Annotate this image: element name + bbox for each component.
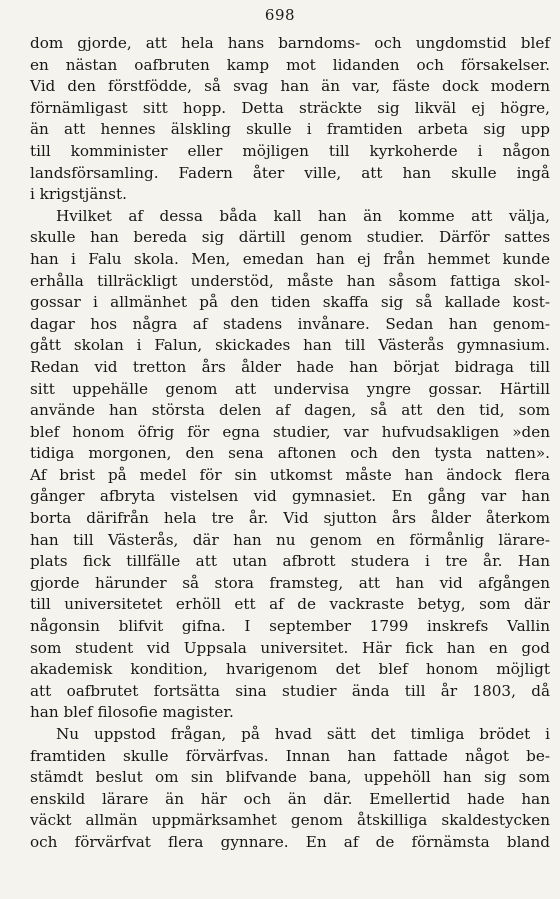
text-line: dagar hos några af stadens invånare. Sedan han genom- (30, 314, 550, 333)
text-line: blef honom öfrig för egna studier, var hufvudsakligen »den (30, 422, 550, 441)
text-line: enskild lärare än här och än där. Emellertid hade han (30, 789, 550, 808)
text-line: gjorde härunder så stora framsteg, att han vid afgången (30, 573, 550, 592)
text-line: och förvärfvat flera gynnare. En af de förnämsta bland (30, 832, 550, 851)
text-line: tidiga morgonen, den sena aftonen och den tysta natten». (30, 444, 550, 463)
text-line: som student vid Uppsala universitet. Här fick han en god (30, 638, 550, 657)
text-line: till universitetet erhöll ett af de vackraste betyg, som där (30, 595, 550, 614)
text-line: han till Västerås, där han nu genom en förmånlig lärare- (30, 530, 550, 549)
text-line: akademisk kondition, hvarigenom det blef honom möjligt (30, 660, 550, 679)
text-line: Redan vid tretton års ålder hade han börjat bidraga till (30, 357, 550, 376)
text-line: plats fick tillfälle att utan afbrott studera i tre år. Han (30, 552, 550, 571)
page-number: 698 (264, 6, 296, 24)
text-line: landsförsamling. Fadern åter ville, att han skulle ingå (30, 163, 550, 182)
text-line: gossar i allmänhet på den tiden skaffa sig så kallade kost- (30, 293, 550, 312)
text-line: förnämligast sitt hopp. Detta sträckte sig likväl ej högre, (30, 98, 550, 117)
text-line: borta därifrån hela tre år. Vid sjutton års ålder återkom (30, 509, 550, 528)
text-line: Nu uppstod frågan, på hvad sätt det timliga brödet i (56, 725, 550, 743)
text-line: till komminister eller möjligen till kyrkoherde i någon (30, 141, 550, 160)
body-text (30, 33, 550, 854)
text-line: erhålla tillräckligt understöd, måste han såsom fattiga skol- (30, 271, 550, 290)
text-line: gått skolan i Falun, skickades han till Västerås gymnasium. (30, 336, 550, 355)
text-line: framtiden skulle förvärfvas. Innan han fattade något be- (30, 746, 550, 765)
text-line: skulle han bereda sig därtill genom studier. Därför sattes (30, 228, 550, 247)
text-line: Af brist på medel för sin utkomst måste han ändock flera (30, 465, 550, 484)
text-line: gånger afbryta vistelsen vid gymnasiet. En gång var han (30, 487, 550, 506)
text-line: än att hennes älskling skulle i framtiden arbeta sig upp (30, 120, 550, 139)
text-line: Vid den förstfödde, så svag han än var, fäste dock modern (30, 77, 550, 96)
text-line: en nästan oafbruten kamp mot lidanden och försakelser. (30, 55, 550, 74)
text-line: stämdt beslut om sin blifvande bana, uppehöll han sig som (30, 768, 550, 787)
text-line: sitt uppehälle genom att undervisa yngre gossar. Härtill (30, 379, 550, 398)
text-line: han blef filosofie magister. (30, 703, 234, 722)
text-line: i krigstjänst. (30, 185, 127, 204)
text-line: att oafbrutet fortsätta sina studier ända till år 1803, då (30, 681, 550, 700)
text-line: han i Falu skola. Men, emedan han ej från hemmet kunde (30, 249, 550, 268)
text-line: någonsin blifvit gifna. I september 1799 inskrefs Vallin (30, 617, 550, 636)
text-line: använde han största delen af dagen, så att den tid, som (30, 401, 550, 420)
text-line: väckt allmän uppmärksamhet genom åtskilliga skaldestycken (30, 811, 550, 830)
text-line: Hvilket af dessa båda kall han än komme att välja, (56, 206, 550, 225)
text-line: dom gjorde, att hela hans barndoms- och ungdomstid blef (30, 34, 550, 52)
